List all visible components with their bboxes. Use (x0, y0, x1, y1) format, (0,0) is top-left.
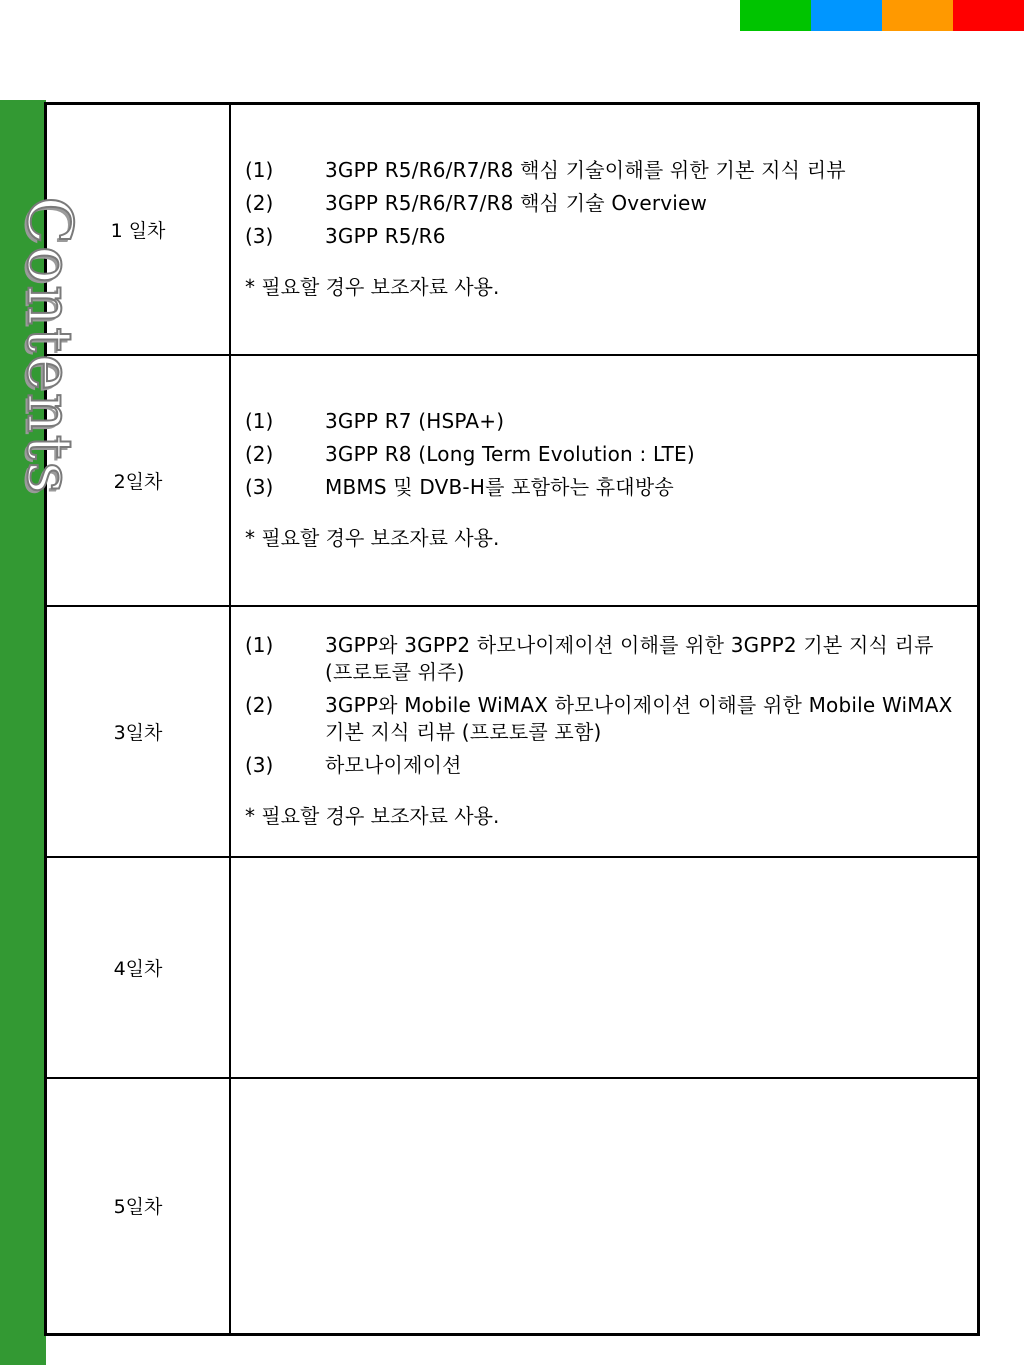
item-number: (2) (245, 693, 274, 717)
color-strip (740, 0, 1024, 31)
strip-green (740, 0, 811, 31)
list-item (245, 190, 957, 217)
day-label: 1 일차 (46, 104, 231, 355)
strip-blue (811, 0, 882, 31)
note-text: * 필요할 경우 보조자료 사용. (245, 804, 500, 828)
day-content (230, 606, 979, 857)
day-label: 4일차 (46, 857, 231, 1078)
item-text: 3GPP R5/R6/R7/R8 핵심 기술이해를 위한 기본 지식 리뷰 (325, 158, 846, 183)
item-text: 3GPP와 3GPP2 하모나이제이션 이해를 위한 3GPP2 기본 지식 리류 (프로토콜 위주) (325, 633, 934, 684)
list-item (245, 408, 957, 435)
item-text: MBMS 및 DVB-H를 포함하는 휴대방송 (325, 475, 674, 499)
note-text: * 필요할 경우 보조자료 사용. (245, 526, 500, 550)
day-content (230, 355, 979, 606)
schedule-table (44, 102, 980, 1336)
table-row (46, 1078, 979, 1335)
day-content (230, 104, 979, 355)
table-row (46, 857, 979, 1078)
item-text: 3GPP와 Mobile WiMAX 하모나이제이션 이해를 위한 Mobile WiMAX 기본 지식 리뷰 (프로토콜 포함) (325, 693, 953, 744)
item-text: 하모나이제이션 (325, 753, 462, 777)
item-number: (1) (245, 409, 274, 433)
item-number: (2) (245, 191, 274, 216)
item-number: (3) (245, 224, 274, 249)
item-number: (1) (245, 158, 274, 183)
list-item (245, 692, 957, 746)
item-text: 3GPP R8 (Long Term Evolution : LTE) (325, 442, 695, 466)
strip-red (953, 0, 1024, 31)
item-text: 3GPP R7 (HSPA+) (325, 409, 505, 433)
strip-orange (882, 0, 953, 31)
list-item (245, 474, 957, 501)
note-text: * 필요할 경우 보조자료 사용. (245, 275, 500, 300)
item-number: (2) (245, 442, 274, 466)
item-text: 3GPP R5/R6 (325, 224, 446, 249)
table-row (46, 355, 979, 606)
item-number: (3) (245, 475, 274, 499)
list-item (245, 157, 957, 184)
table-row (46, 104, 979, 355)
item-number: (1) (245, 633, 274, 657)
list-item (245, 752, 957, 779)
item-number: (3) (245, 753, 274, 777)
list-item (245, 632, 957, 686)
day-label: 3일차 (46, 606, 231, 857)
day-label: 5일차 (46, 1078, 231, 1335)
item-text: 3GPP R5/R6/R7/R8 핵심 기술 Overview (325, 191, 708, 216)
day-content (230, 857, 979, 1078)
list-item (245, 441, 957, 468)
table-row (46, 606, 979, 857)
side-title: Contents (13, 196, 87, 496)
day-content (230, 1078, 979, 1335)
list-item (245, 223, 957, 250)
day-label: 2일차 (46, 355, 231, 606)
